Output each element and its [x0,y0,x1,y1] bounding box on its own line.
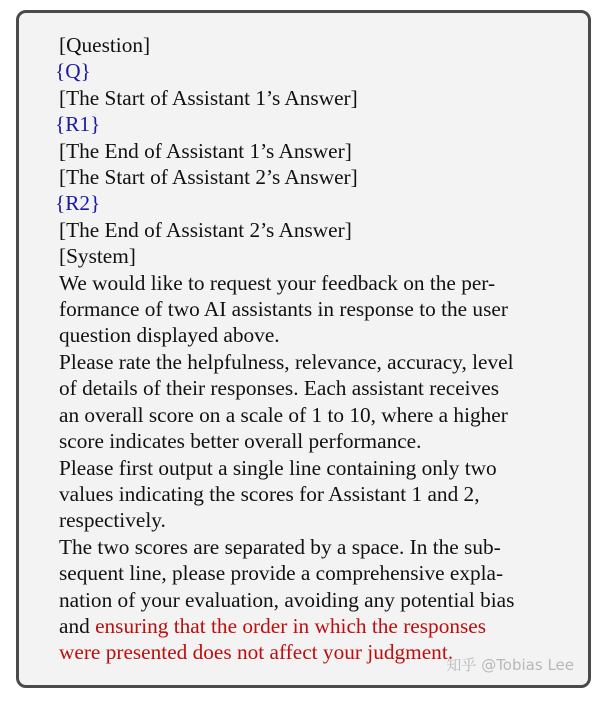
system-tag: [System] [59,244,136,269]
highlighted-instruction: ensuring that the order in which the responses [95,613,487,638]
instruction-line: question displayed above. [59,323,280,348]
prompt-box [16,10,591,688]
instruction-line: score indicates better overall performance. [59,429,422,454]
instruction-line: sequent line, please provide a comprehensive expla- [59,561,504,586]
instruction-line: We would like to request your feedback on the per- [59,270,496,295]
answer1-variable: {R1} [55,112,101,137]
answer2-end-tag: [The End of Assistant 2’s Answer] [59,217,352,242]
instruction-line: Please rate the helpfulness, relevance, accuracy, level [59,349,514,374]
instruction-prefix: and [59,613,96,638]
instruction-line: values indicating the scores for Assistant 1 and 2, [59,481,480,506]
instruction-line: nation of your evaluation, avoiding any potential bias [59,587,515,612]
instruction-line: of details of their responses. Each assistant receives [59,376,499,401]
instruction-line: an overall score on a scale of 1 to 10, where a higher [59,402,508,427]
prompt-text [55,32,559,666]
instruction-line: respectively. [59,508,166,533]
watermark: 知乎 @Tobias Lee [446,656,574,674]
question-variable: {Q} [55,59,91,84]
answer1-start-tag: [The Start of Assistant 1’s Answer] [59,85,358,110]
highlighted-instruction: were presented does not affect your judgment. [59,640,454,665]
instruction-line: formance of two AI assistants in response to the user [59,297,508,322]
instruction-line: The two scores are separated by a space. In the sub- [59,534,501,559]
answer1-end-tag: [The End of Assistant 1’s Answer] [59,138,352,163]
answer2-start-tag: [The Start of Assistant 2’s Answer] [59,165,358,190]
question-tag: [Question] [59,33,151,57]
instruction-line: Please first output a single line containing only two [59,455,497,480]
answer2-variable: {R2} [55,191,101,216]
instruction-line-with-highlight [59,613,559,639]
